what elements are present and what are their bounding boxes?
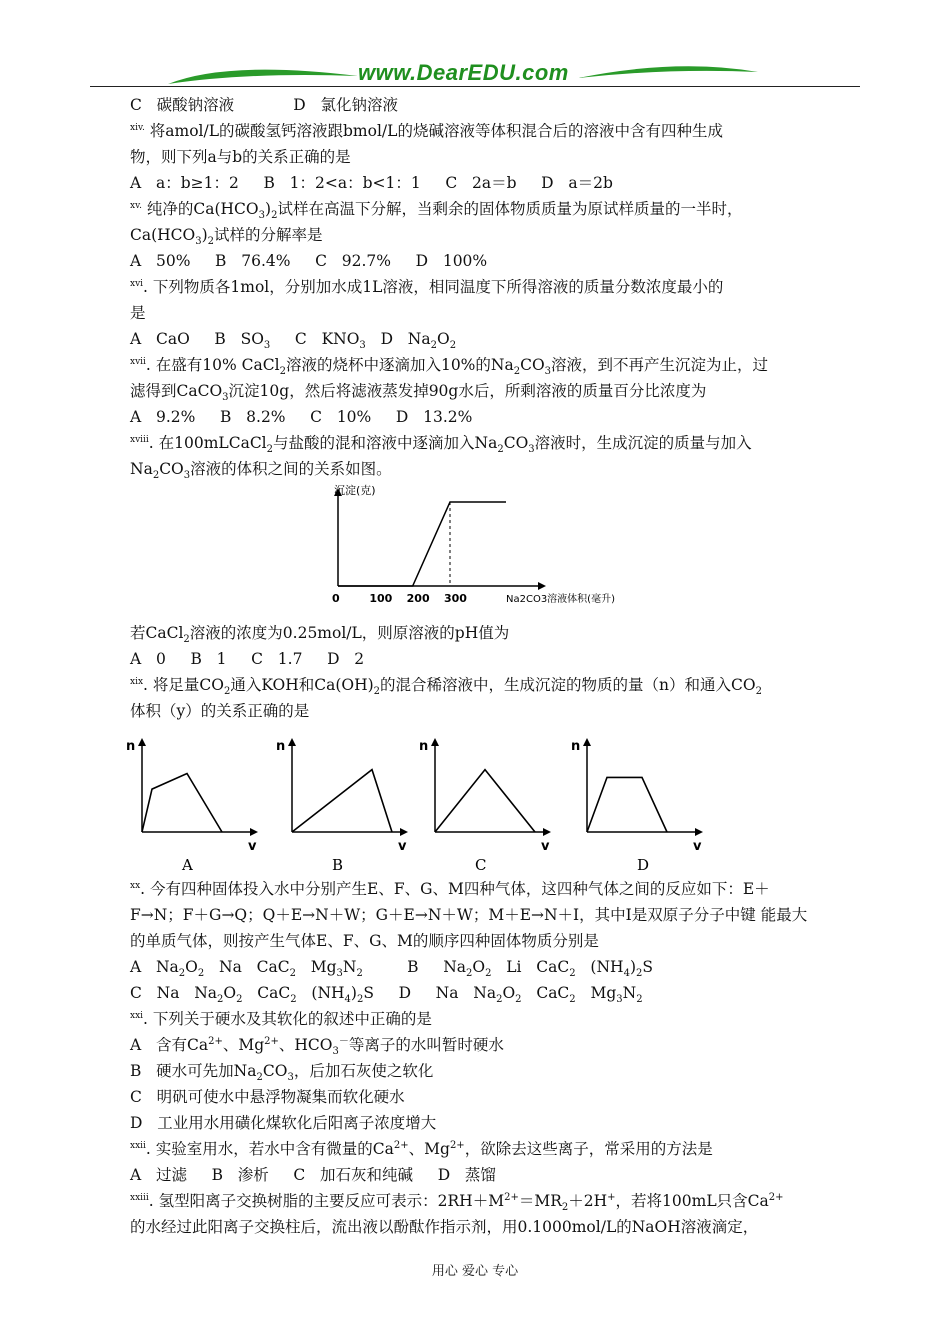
text-line: 滤得到CaCO$_3$沉淀10g，然后将滤液蒸发掉90g水后，所剩溶液的质量百分比浓度为 — [130, 382, 707, 404]
option-d: D 工业用水用磺化煤软化后阳离子浓度增大 — [130, 1114, 437, 1132]
y-axis-label: 沉淀(克) — [334, 484, 376, 497]
question-23: $^{xxiii}$. 氢型阳离子交换树脂的主要反应可表示：$2RH+M^{2+}=MR_2+2H^+$，若将100mL只含$Ca^{2+}$ — [130, 1191, 784, 1214]
question-19: $^{xix}$. 将足量$CO_2$通入KOH和$Ca(OH)_2$的混合稀溶液中，生成沉淀的物质的量（n）和通入$CO_2$ — [130, 676, 762, 698]
graph-x-arrow-icon — [400, 828, 408, 836]
page-footer: 用心 爱心 专心 — [431, 1264, 519, 1279]
question-18: $^{xviii}$. 在100mLCaCl$_2$与盐酸的混和溶液中逐滴加入$Na_2CO_3$溶液时，生成沉淀的质量与加入 — [130, 434, 752, 456]
logo-swoosh-left-icon — [168, 62, 358, 88]
options-line: A $Na_2O_2$ Na CaC$_2$ $Mg_3N_2$ B $Na_2O_2$ Li CaC$_2$ $(NH_4)_2S$ — [130, 958, 653, 980]
graph-y-label: n — [276, 739, 286, 754]
header-rule — [90, 86, 860, 87]
question-21: $^{xxi}$. 下列关于硬水及其软化的叙述中正确的是 — [130, 1010, 432, 1028]
text-line: $Ca(HCO_3)_2$试样的分解率是 — [130, 226, 323, 248]
graph-y-label: n — [571, 739, 581, 754]
graph-y-arrow-icon — [583, 738, 591, 746]
nv-graphs — [126, 724, 870, 876]
graph-x-label: v — [541, 839, 550, 854]
precipitate-chart — [130, 482, 870, 620]
text-line: 的单质气体，则按产生气体E、F、G、M的顺序四种固体物质分别是 — [130, 932, 599, 950]
options-line: A CaO B $SO_3$ C $KNO_3$ D $Na_2O_2$ — [130, 330, 457, 352]
precipitate-line — [338, 502, 506, 586]
graph-y-arrow-icon — [288, 738, 296, 746]
option-c: C 明矾可使水中悬浮物凝集而软化硬水 — [130, 1088, 405, 1106]
graph-x-label: v — [248, 839, 257, 854]
question-22: $^{xxii}$. 实验室用水，若水中含有微量的$Ca^{2+}$、$Mg^{2+}$，欲除去这些离子，常采用的方法是 — [130, 1139, 713, 1158]
options-line: A 0 B 1 C 1.7 D 2 — [130, 650, 365, 668]
options-line: C Na $Na_2O_2$ CaC$_2$ $(NH_4)_2S$ D Na $Na_2O_2$ CaC$_2$ $Mg_3N_2$ — [130, 984, 643, 1006]
graph-C-line — [435, 770, 535, 832]
options-line: A a：b≥1：2 B 1：2<a：b<1：1 C 2a＝b D a＝2b — [130, 174, 613, 192]
graph-x-label: v — [398, 839, 407, 854]
question-17: $^{xvii}$. 在盛有10% CaCl$_2$溶液的烧杯中逐滴加入10%的$Na_2CO_3$溶液，到不再产生沉淀为止，过 — [130, 356, 769, 378]
graph-option-label: D — [637, 856, 650, 874]
page-header — [90, 58, 860, 92]
text-line: F→N；F＋G→Q；Q＋E→N＋W；G＋E→N＋W；M＋E→N＋I，其中I是双原子分子中键 能最大 — [130, 906, 808, 924]
graph-x-arrow-icon — [250, 828, 258, 836]
x-tick-label: 300 — [444, 592, 467, 605]
graph-B-line — [292, 770, 392, 832]
document-body — [126, 92, 870, 1240]
option-a: A 含有$Ca^{2+}$、$Mg^{2+}$、$HCO_3^-$等离子的水叫暂时硬水 — [130, 1035, 504, 1058]
graph-option-label: B — [332, 856, 344, 874]
graph-x-label: v — [693, 839, 702, 854]
options-line: A 9.2% B 8.2% C 10% D 13.2% — [130, 408, 473, 426]
graph-y-arrow-icon — [431, 738, 439, 746]
x-axis-label: Na2CO3溶液体积(毫升) — [506, 594, 615, 605]
x-axis-arrow-icon — [538, 582, 546, 590]
question-16: $^{xvi}$. 下列物质各1mol，分别加水成1L溶液，相同温度下所得溶液的质量分数浓度最小的 — [130, 278, 724, 296]
option-b: B 硬水可先加$Na_2CO_3$，后加石灰使之软化 — [130, 1062, 434, 1084]
graph-y-label: n — [419, 739, 429, 754]
graph-y-arrow-icon — [138, 738, 146, 746]
text-line: 若CaCl$_2$溶液的浓度为0.25mol/L，则原溶液的pH值为 — [130, 624, 510, 646]
precipitate-chart-svg — [310, 482, 730, 620]
options-line: A 50% B 76.4% C 92.7% D 100% — [130, 252, 488, 270]
text-line: C 碳酸钠溶液 D 氯化钠溶液 — [130, 96, 398, 114]
x-tick-label: 200 — [406, 592, 430, 605]
question-15: $^{xv.}$ 纯净的$Ca(HCO_3)_2$试样在高温下分解，当剩余的固体物质质量为原试样质量的一半时， — [130, 200, 743, 222]
text-line: 物，则下列a与b的关系正确的是 — [130, 148, 351, 166]
question-20: $^{xx}$. 今有四种固体投入水中分别产生E、F、G、M四种气体，这四种气体之间的反应如下：E＋ — [130, 880, 770, 898]
graph-y-label: n — [126, 739, 136, 754]
text-line: 的水经过此阳离子交换柱后，流出液以酚酞作指示剂，用0.1000mol/L的NaOH溶液滴定， — [130, 1218, 759, 1236]
graph-option-label: A — [182, 856, 193, 874]
text-line: 体积（y）的关系正确的是 — [130, 702, 310, 720]
graph-D-line — [587, 777, 667, 832]
text-line: $Na_2CO_3$溶液的体积之间的关系如图。 — [130, 460, 392, 482]
x-tick-label: 0 — [332, 592, 340, 605]
site-logo[interactable]: www.DearEDU.com — [358, 60, 569, 85]
logo-swoosh-right-icon — [578, 62, 758, 88]
graph-A-line — [142, 774, 222, 833]
question-14: $^{xiv.}$ 将amol/L的碳酸氢钙溶液跟bmol/L的烧碱溶液等体积混合后的溶液中含有四种生成 — [130, 122, 723, 140]
graph-x-arrow-icon — [695, 828, 703, 836]
text-line: 是 — [130, 304, 146, 322]
graph-x-arrow-icon — [543, 828, 551, 836]
x-tick-label: 100 — [369, 592, 393, 605]
graph-option-label: C — [475, 856, 487, 874]
nv-graphs-svg — [120, 724, 740, 876]
options-line: A 过滤 B 渗析 C 加石灰和纯碱 D 蒸馏 — [130, 1166, 496, 1184]
